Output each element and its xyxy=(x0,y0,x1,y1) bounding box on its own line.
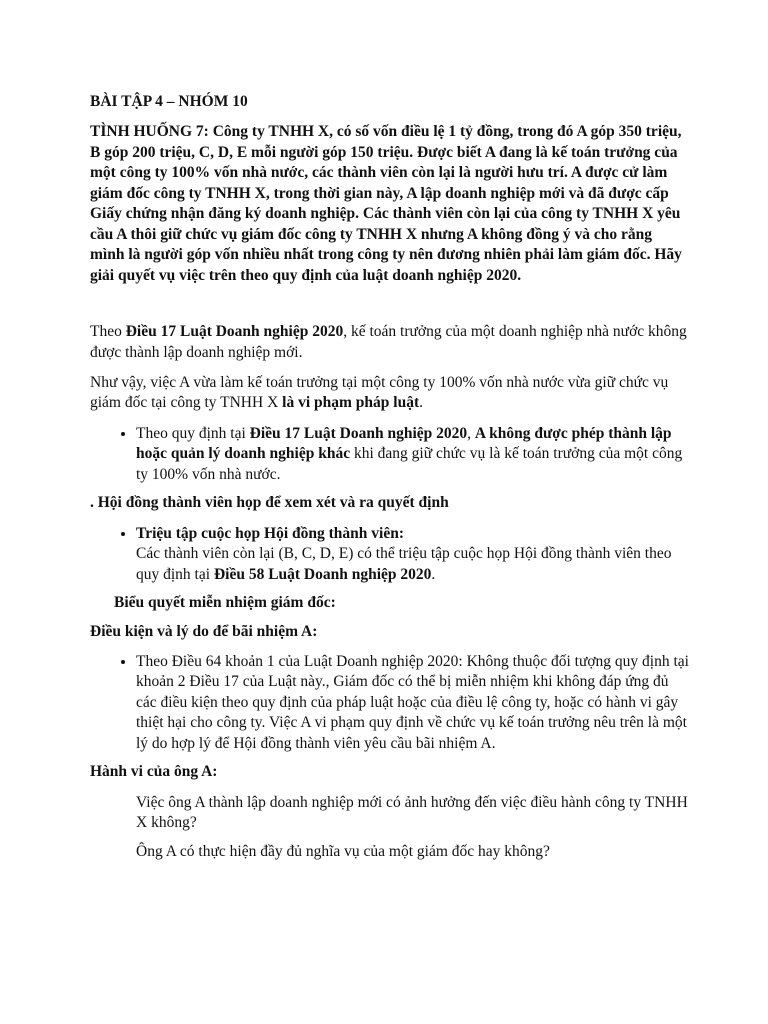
bullet1-text-pre: Theo quy định tại xyxy=(136,424,250,442)
bullet2-law-reference: Điều 58 Luật Doanh nghiệp 2020 xyxy=(213,565,432,583)
para1-text-post: , kế toán trưởng của một doanh nghiệp nhà nước không được thành lập doanh nghiệp mới. xyxy=(90,323,687,361)
bullet-item-article-17 xyxy=(136,424,690,485)
question-new-enterprise: Việc ông A thành lập doanh nghiệp mới có ảnh hưởng đến việc điều hành công ty TNHH X không? xyxy=(136,793,688,832)
para2-violation-bold: là vi phạm pháp luật xyxy=(282,394,420,412)
bullet1-law-reference: Điều 17 Luật Doanh nghiệp 2020 xyxy=(249,424,468,442)
conditions-title: Điều kiện và lý do để bãi nhiệm A: xyxy=(90,622,318,640)
document-heading: BÀI TẬP 4 – NHÓM 10 xyxy=(90,93,248,110)
para2-text-post: . xyxy=(419,394,423,412)
bullet2-text-pre: Các thành viên còn lại (B, C, D, E) có thể triệu tập cuộc họp Hội đồng thành viên theo quy định tại xyxy=(136,545,672,583)
question-director-duties: Ông A có thực hiện đầy đủ nghĩa vụ của một giám đốc hay không? xyxy=(136,842,550,860)
bullet2-text-post: . xyxy=(431,565,436,583)
vote-title: Biểu quyết miễn nhiệm giám đốc: xyxy=(114,594,336,612)
bullet-item-convene-meeting xyxy=(136,524,690,585)
bullet1-separator: , xyxy=(467,424,475,442)
bullet2-title: • Triệu tập cuộc họp Hội đồng thành viên: xyxy=(136,524,404,542)
paragraph-violation xyxy=(90,373,690,414)
bullet1-prohibition: A không được phép thành lập hoặc quản lý doanh nghiệp khác xyxy=(136,424,672,463)
bullet-list-2 xyxy=(90,524,690,585)
bullet-item-article-64: • Theo Điều 64 khoản 1 của Luật Doanh nghiệp 2020: Không thuộc đối tượng quy định tại khoản 2 Điều 17 của Luật này., Giám đốc có thể bị miễn nhiệm khi không đáp ứng đủ các điều kiện theo quy định của pháp luật hoặc của điều lệ công ty, hoặc có hành vi gây thiệt hại cho công ty. Việc A vi phạm quy định về chức vụ kế toán trưởng nêu trên là một lý do hợp lý để Hội đồng thành viên yêu cầu bãi nhiệm A. xyxy=(136,652,690,754)
situation-statement: TÌNH HUỐNG 7: Công ty TNHH X, có số vốn điều lệ 1 tỷ đồng, trong đó A góp 350 triệu, B góp 200 triệu, C, D, E mỗi người góp 150 triệu. Được biết A đang là kế toán trưởng của một công ty 100% vốn nhà nước, các thành viên còn lại là người hưu trí. A được cử làm giám đốc công ty TNHH X, trong thời gian này, A lập doanh nghiệp mới và đã được cấp Giấy chứng nhận đăng ký doanh nghiệp. Các thành viên còn lại của công ty TNHH X yêu cầu A thôi giữ chức vụ giám đốc công ty TNHH X nhưng A không đồng ý và cho rằng mình là người góp vốn nhiều nhất trong công ty nên đương nhiên phải làm giám đốc. Hãy giải quyết vụ việc trên theo quy định của luật doanh nghiệp 2020. xyxy=(90,123,682,284)
para1-text-pre: Theo xyxy=(90,323,126,341)
bullet-list-3 xyxy=(90,652,690,754)
behavior-title: Hành vi của ông A: xyxy=(90,763,218,781)
document-page xyxy=(90,92,690,870)
section-meeting-title: . Hội đồng thành viên họp để xem xét và ra quyết định xyxy=(90,494,449,512)
para2-text-pre: Như vậy, việc A vừa làm kế toán trưởng tại một công ty 100% vốn nhà nước vừa giữ chức vụ giám đốc tại công ty TNHH X xyxy=(90,373,669,412)
paragraph-article-17 xyxy=(90,322,690,363)
para1-law-reference: Điều 17 Luật Doanh nghiệp 2020 xyxy=(125,323,344,341)
bullet1-text-post: khi đang giữ chức vụ là kế toán trưởng của một công ty 100% vốn nhà nước. xyxy=(136,445,683,483)
bullet-list-1 xyxy=(90,424,690,485)
